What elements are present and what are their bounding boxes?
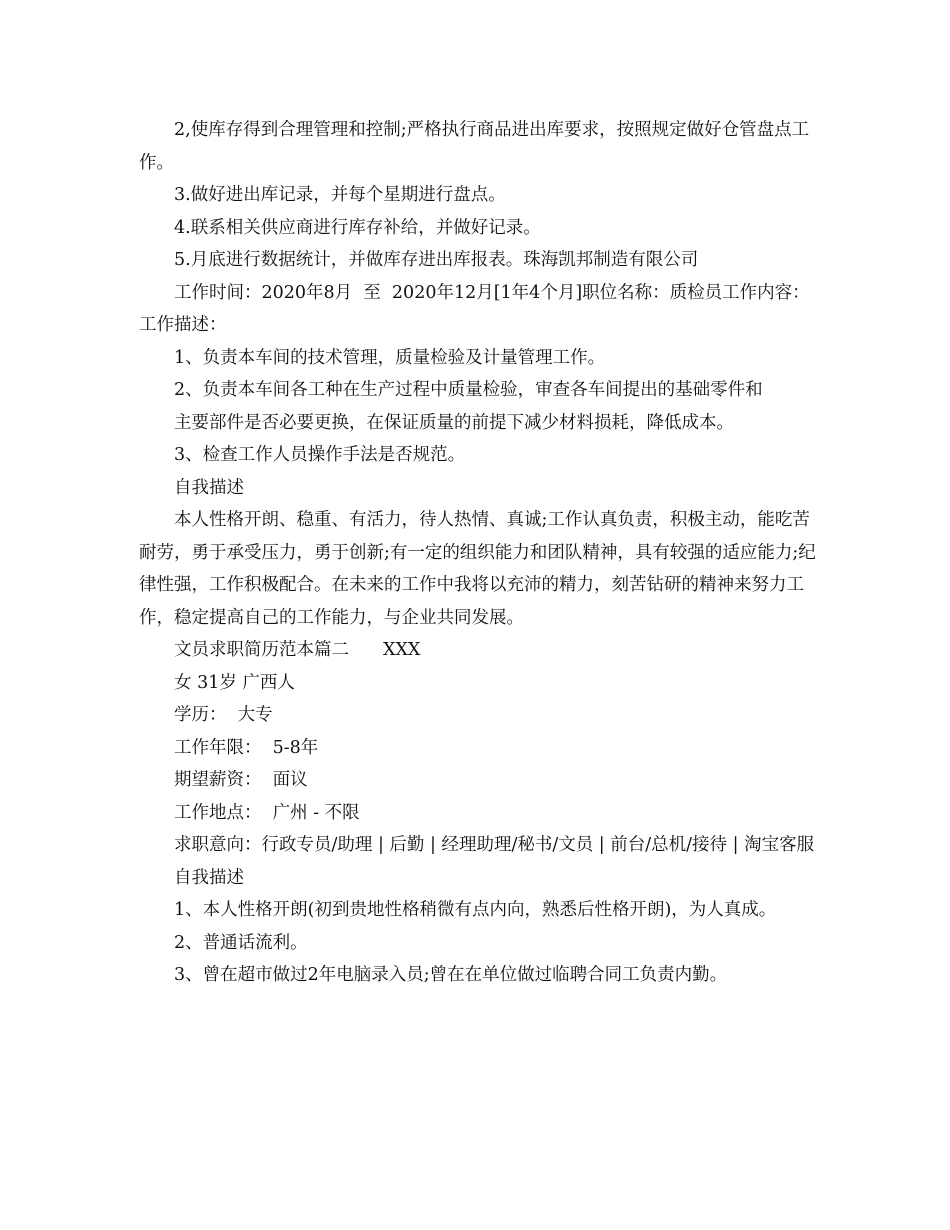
profile-basic: 女 31岁 广西人 [174, 672, 295, 693]
document-body [139, 114, 817, 992]
self-desc-item-1: 1、本人性格开朗(初到贵地性格稍微有点内向，熟悉后性格开朗)，为人真成。 [174, 900, 777, 920]
section-heading-self-description: 自我描述 [174, 477, 244, 498]
paragraph-inbound-record: 3.做好进出库记录，并每个星期进行盘点。 [174, 185, 506, 205]
paragraph-duty-1: 1、负责本车间的技术管理，质量检验及计量管理工作。 [174, 347, 606, 368]
self-desc-item-3: 3、曾在超市做过2年电脑录入员;曾在在单位做过临聘合同工负责内勤。 [174, 965, 728, 985]
section-heading-self-description-2: 自我描述 [174, 867, 244, 888]
profile-experience-years: 工作年限： 5-8年 [174, 737, 319, 758]
paragraph-supplier-restock: 4.联系相关供应商进行库存补给，并做好记录。 [174, 217, 541, 238]
profile-education: 学历： 大专 [174, 705, 273, 725]
resume-name: XXX [383, 640, 421, 660]
paragraph-self-description: 本人性格开朗、稳重、有活力，待人热情、真诚;工作认真负责，积极主动，能吃苦耐劳，勇于承受压力，勇于创新;有一定的组织能力和团队精神，具有较强的适应能力;纪律性强，工作积极配合。在未来的工作中我将以充沛的精力，刻苦钻研的精神来努力工作，稳定提高自己的工作能力，与企业共同发展。 [139, 510, 816, 628]
profile-expected-salary: 期望薪资： 面议 [174, 770, 308, 790]
self-desc-item-2: 2、普通话流利。 [174, 932, 308, 953]
paragraph-work-period: 工作时间：2020年8月 至 2020年12月[1年4个月]职位名称：质检员工作内容：工作描述： [139, 282, 810, 335]
resume-heading [139, 634, 817, 667]
paragraph-duty-2-cont: 主要部件是否必要更换，在保证质量的前提下减少材料损耗，降低成本。 [174, 412, 734, 433]
paragraph-inventory-control: 2,使库存得到合理管理和控制;严格执行商品进出库要求，按照规定做好仓管盘点工作。 [139, 120, 810, 173]
profile-job-intention: 求职意向：行政专员/助理 | 后勤 | 经理助理/秘书/文员 | 前台/总机/接待 | 淘宝客服 [174, 835, 815, 855]
paragraph-duty-3: 3、检查工作人员操作手法是否规范。 [174, 445, 466, 465]
resume-title: 文员求职简历范本篇二 [174, 640, 349, 660]
paragraph-duty-2: 2、负责本车间各工种在生产过程中质量检验，审查各车间提出的基础零件和 [174, 380, 763, 400]
profile-work-location: 工作地点： 广州 - 不限 [174, 802, 360, 823]
paragraph-monthly-report: 5.月底进行数据统计，并做库存进出库报表。珠海凯邦制造有限公司 [174, 250, 699, 270]
